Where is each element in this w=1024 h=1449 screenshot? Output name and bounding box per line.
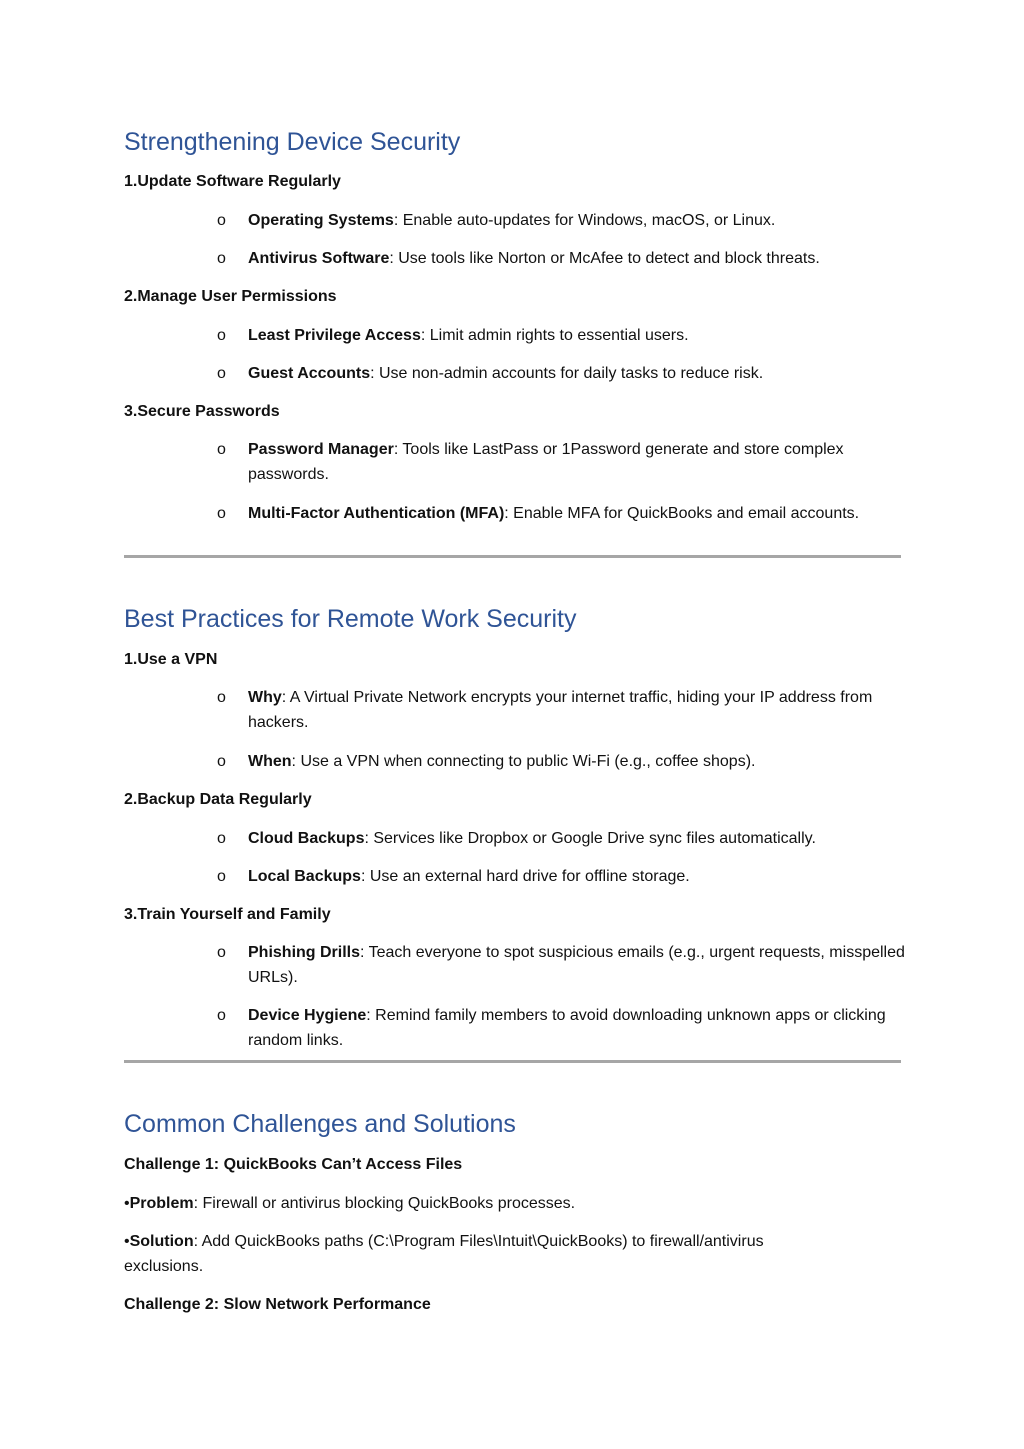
item-text: : Services like Dropbox or Google Drive sync files automatically. — [364, 830, 816, 847]
section-title: Strengthening Device Security — [124, 128, 461, 156]
item-term: Local Backups — [248, 868, 361, 885]
item-term: Password Manager — [248, 441, 394, 458]
dot-icon: • — [124, 1195, 130, 1212]
item-text: : Add QuickBooks paths (C:\Program Files\Intuit\QuickBooks) to firewall/antivirus exclusions. — [124, 1233, 764, 1275]
list-item — [217, 208, 907, 233]
item-text: : Tools like LastPass or 1Password generate and store complex passwords. — [248, 441, 844, 483]
bullet-icon: o — [217, 441, 226, 458]
item-text: : Remind family members to avoid downloading unknown apps or clicking random links. — [248, 1007, 886, 1049]
list-item — [217, 437, 907, 487]
list-item — [217, 940, 907, 990]
item-text: : Use non-admin accounts for daily tasks to reduce risk. — [370, 365, 764, 382]
item-text: : Enable MFA for QuickBooks and email accounts. — [504, 505, 860, 522]
item-text: : Firewall or antivirus blocking QuickBooks processes. — [193, 1195, 576, 1212]
subheading: 2.Backup Data Regularly — [124, 791, 312, 808]
item-term: Why — [248, 689, 282, 706]
item-term: Guest Accounts — [248, 365, 371, 382]
item-term: Phishing Drills — [248, 944, 361, 961]
item-term: Multi-Factor Authentication (MFA) — [248, 505, 505, 522]
subheading: 3.Train Yourself and Family — [124, 906, 331, 923]
bullet-icon: o — [217, 944, 226, 961]
problem-paragraph — [124, 1191, 844, 1216]
item-term: Device Hygiene — [248, 1007, 367, 1024]
bullet-icon: o — [217, 505, 226, 522]
bullet-icon: o — [217, 868, 226, 885]
item-term: Antivirus Software — [248, 250, 390, 267]
list-item — [217, 1003, 907, 1053]
bullet-icon: o — [217, 365, 226, 382]
item-text: : Teach everyone to spot suspicious emails (e.g., urgent requests, misspelled URLs). — [248, 944, 905, 986]
list-item — [217, 685, 907, 735]
item-text: : Limit admin rights to essential users. — [420, 327, 689, 344]
section-divider — [124, 1060, 901, 1063]
item-term: Solution — [129, 1233, 194, 1250]
item-term: Cloud Backups — [248, 830, 365, 847]
list-item — [217, 246, 907, 271]
bullet-icon: o — [217, 830, 226, 847]
section-title: Best Practices for Remote Work Security — [124, 605, 577, 633]
bullet-icon: o — [217, 753, 226, 770]
list-item — [217, 361, 907, 386]
item-term: Least Privilege Access — [248, 327, 421, 344]
list-item — [217, 323, 907, 348]
list-item — [217, 501, 907, 526]
item-term: Operating Systems — [248, 212, 394, 229]
list-item — [217, 749, 907, 774]
subheading: 2.Manage User Permissions — [124, 288, 337, 305]
subheading: 1.Use a VPN — [124, 651, 218, 668]
section-title: Common Challenges and Solutions — [124, 1110, 516, 1138]
item-text: : Use an external hard drive for offline storage. — [360, 868, 690, 885]
item-text: : Use a VPN when connecting to public Wi-Fi (e.g., coffee shops). — [291, 753, 756, 770]
solution-paragraph — [124, 1229, 844, 1279]
subheading: 1.Update Software Regularly — [124, 173, 341, 190]
bullet-icon: o — [217, 250, 226, 267]
item-text: : A Virtual Private Network encrypts your internet traffic, hiding your IP address from hackers. — [248, 689, 873, 731]
item-term: When — [248, 753, 292, 770]
subheading: Challenge 1: QuickBooks Can’t Access Files — [124, 1156, 463, 1173]
list-item — [217, 864, 907, 889]
bullet-icon: o — [217, 212, 226, 229]
bullet-icon: o — [217, 327, 226, 344]
item-term: Problem — [129, 1195, 194, 1212]
subheading: 3.Secure Passwords — [124, 403, 280, 420]
dot-icon: • — [124, 1233, 130, 1250]
item-text: : Enable auto-updates for Windows, macOS, or Linux. — [393, 212, 776, 229]
subheading: Challenge 2: Slow Network Performance — [124, 1296, 431, 1313]
bullet-icon: o — [217, 1007, 226, 1024]
section-divider — [124, 555, 901, 558]
list-item — [217, 826, 907, 851]
item-text: : Use tools like Norton or McAfee to detect and block threats. — [389, 250, 820, 267]
bullet-icon: o — [217, 689, 226, 706]
